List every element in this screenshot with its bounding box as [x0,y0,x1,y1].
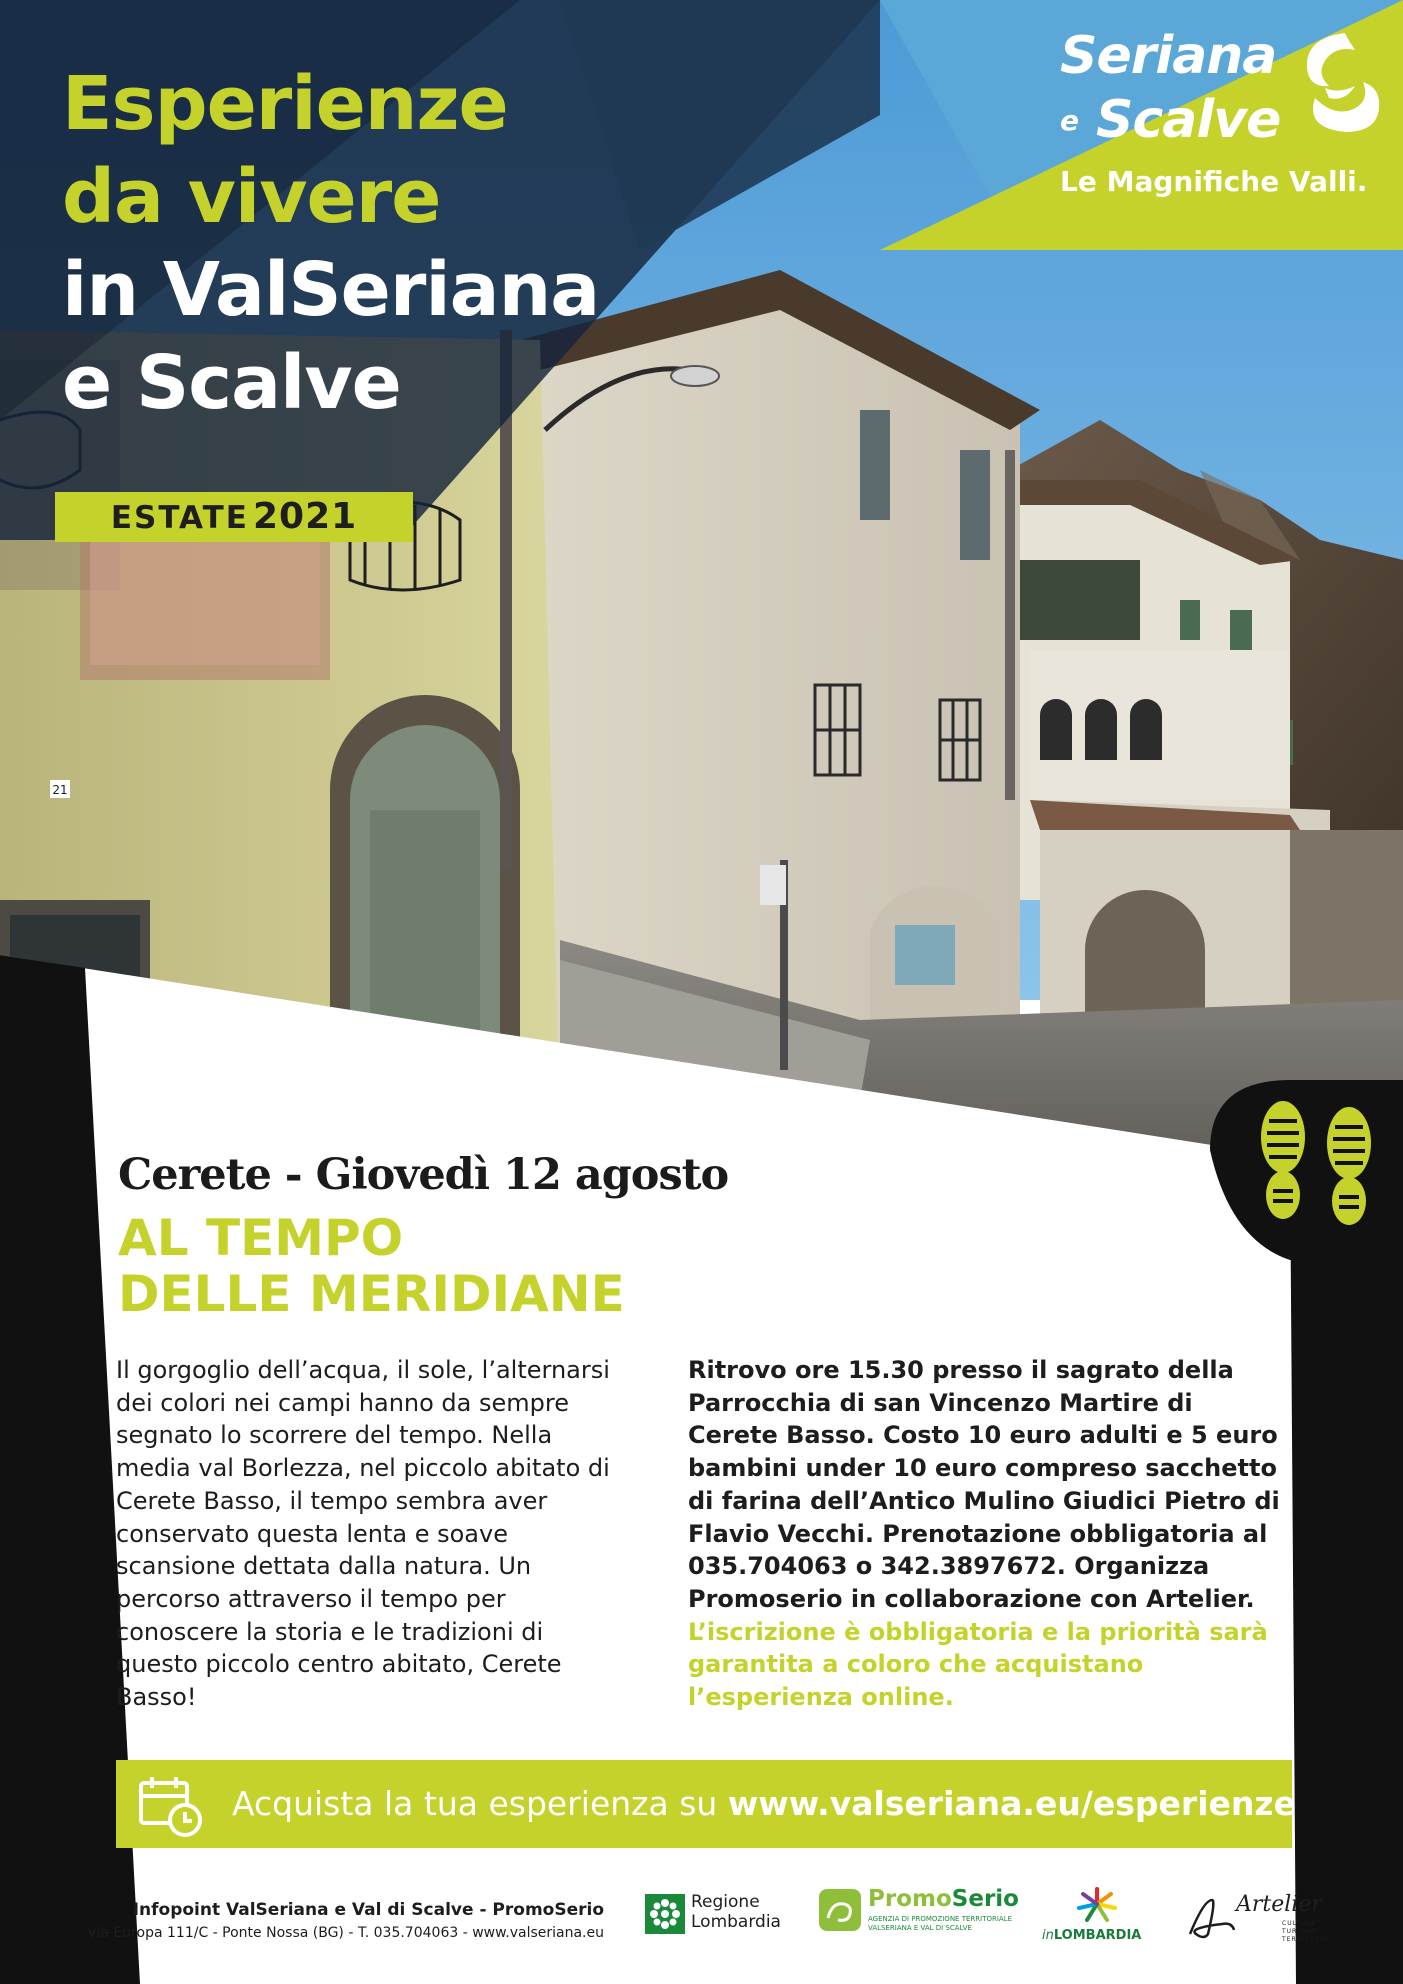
promoserio-icon [818,1888,862,1932]
regione-line2: Lombardia [691,1912,781,1932]
event-title-line-1: AL TEMPO [118,1209,404,1267]
event-date: Cerete - Giovedì 12 agosto [118,1150,729,1200]
inlombardia-star-icon [1075,1886,1119,1924]
logo-inlombardia [1040,1886,1160,1952]
cta-url-link[interactable]: www.valseriana.eu/esperienze [727,1784,1296,1823]
event-info [688,1354,1288,1714]
artelier-sub2: TURISMO [1282,1928,1317,1935]
brand-name-line1: Seriana [1060,26,1277,86]
artelier-name: Artelier [1236,1892,1322,1917]
logo-regione-lombardia [645,1890,795,1950]
promoserio-a: Promo [868,1886,952,1912]
promoserio-sub2: VALSERIANA E VAL DI SCALVE [868,1924,972,1932]
title-line-2: da vivere [62,154,441,240]
cta-text[interactable] [232,1780,1296,1828]
title-line-1: Esperienze [62,61,508,147]
brand-mark-icon [1285,28,1385,138]
poster-title [62,58,599,430]
artelier-sub3: TERRITORIO [1282,1936,1329,1943]
title-line-4: e Scalve [62,340,401,426]
brand-tagline: Le Magnifiche Valli. [1060,165,1368,198]
event-title-line-2: DELLE MERIDIANE [118,1265,625,1323]
footprints-icon [1245,1095,1395,1235]
promoserio-b: Serio [951,1886,1019,1912]
event-description: Il gorgoglio dell’acqua, il sole, l’alternarsi dei colori nei campi hanno da sempre segnato lo scorrere del tempo. Nella media val Borlezza, nel piccolo abitato di Cerete Basso, il tempo sembra aver conservato questa lenta e soave scansione dettata dalla natura. Un percorso attraverso il tempo per conoscere la storia e le tradizioni di questo piccolo centro abitato, Cerete Basso! [116,1356,610,1712]
house-number: 21 [52,783,68,797]
brand-name-line2: Scalve [1096,90,1281,150]
inlombardia-a: in [1042,1928,1054,1943]
title-line-3: in ValSeriana [62,247,600,333]
infopoint [84,1898,604,1944]
regione-line1: Regione [691,1892,760,1912]
artelier-mark-icon [1186,1894,1238,1944]
infopoint-name: Infopoint ValSeriana e Val di Scalve - PromoSerio [132,1900,604,1920]
infopoint-address: via Europa 111/C - Ponte Nossa (BG) - T. 035.704063 - www.valseriana.eu [88,1925,604,1941]
event-title [118,1210,625,1322]
regione-rose-icon [645,1894,685,1934]
brand-name-and: e [1060,104,1079,137]
calendar-clock-icon [138,1774,204,1838]
event-info-highlight: L’iscrizione è obbligatoria e la priorità sarà garantita a coloro che acquistano l’esperienza online. [688,1617,1268,1712]
logo-artelier [1186,1886,1329,1956]
season-badge [55,492,413,542]
inlombardia-b: LOMBARDIA [1053,1928,1142,1943]
promoserio-sub1: AGENZIA DI PROMOZIONE TERRITORIALE [868,1915,1013,1923]
cta-label: Acquista la tua esperienza su [232,1784,718,1823]
season-year: 2021 [252,496,358,537]
event-info-text: Ritrovo ore 15.30 presso il sagrato della Parrocchia di san Vincenzo Martire di Cerete Basso. Costo 10 euro adulti e 5 euro bambini under 10 euro compreso sacchetto di farina dell’Antico Mulino Giudici Pietro di Flavio Vecchi. Prenotazione obbligatoria al 035.704063 o 342.3897672. Organizza Promoserio in collaborazione con Artelier. [688,1356,1280,1613]
season-label: ESTATE [110,500,249,536]
artelier-sub1: CULTURA [1282,1920,1317,1927]
logo-promoserio [818,1886,1019,1952]
